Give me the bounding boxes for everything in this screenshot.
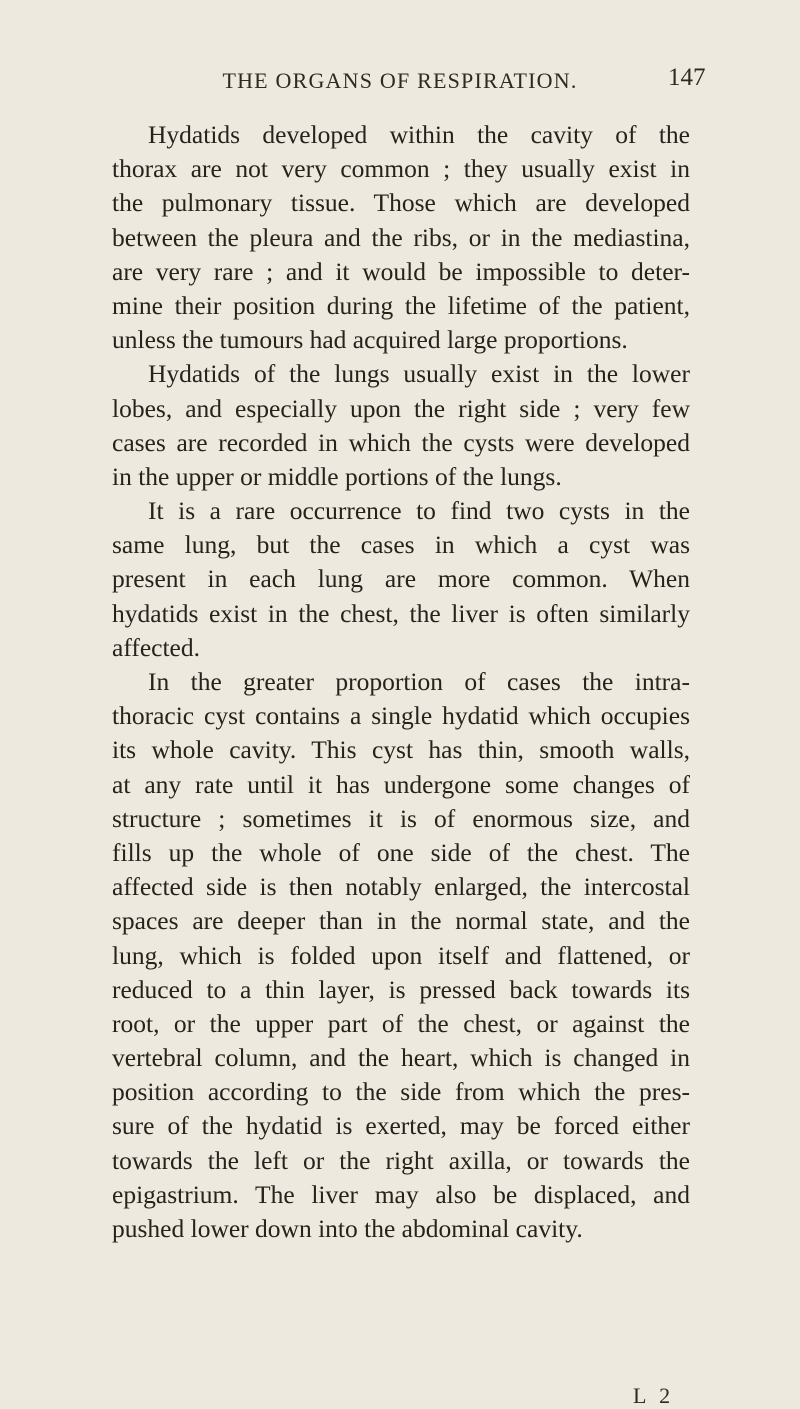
signature-mark: L 2	[633, 1383, 675, 1408]
text-line: structure ; sometimes it is of enormous size, and	[112, 803, 690, 833]
text-line: hydatids exist in the chest, the liver is often similarly	[112, 598, 690, 628]
text-line: unless the tumours had acquired large proportions.	[112, 325, 628, 355]
text-line: are very rare ; and it would be impossible to deter-	[112, 256, 690, 286]
text-line: mine their position during the lifetime of the patient,	[112, 290, 690, 320]
text-line: root, or the upper part of the chest, or against the	[112, 1008, 690, 1038]
text-line: affected side is then notably enlarged, the intercostal	[112, 872, 690, 902]
text-line: pushed lower down into the abdominal cavity.	[112, 1214, 583, 1243]
paragraph	[112, 494, 690, 665]
text-line: between the pleura and the ribs, or in the mediastina,	[112, 222, 690, 252]
page-number: 147	[668, 64, 706, 91]
text-line: cases are recorded in which the cysts were developed	[112, 427, 690, 457]
paragraph	[112, 118, 690, 357]
text-line: the pulmonary tissue. Those which are developed	[112, 188, 690, 218]
text-line: reduced to a thin layer, is pressed back towards its	[112, 974, 690, 1004]
text-line: vertebral column, and the heart, which is changed in	[112, 1043, 690, 1073]
text-line: thoracic cyst contains a single hydatid which occupies	[112, 701, 690, 731]
text-line: spaces are deeper than in the normal state, and the	[112, 906, 690, 936]
text-line: same lung, but the cases in which a cyst was	[112, 530, 690, 560]
page-header	[0, 64, 800, 98]
paragraph	[112, 665, 690, 1246]
text-line: position according to the side from which the pres-	[112, 1077, 690, 1107]
text-line: fills up the whole of one side of the chest. The	[112, 837, 690, 867]
paragraph	[112, 357, 690, 494]
text-line: lobes, and especially upon the right side ; very few	[112, 393, 690, 423]
text-line: sure of the hydatid is exerted, may be forced either	[112, 1111, 690, 1141]
text-line: affected.	[112, 632, 201, 662]
body-text	[112, 118, 690, 1246]
text-line: Hydatids developed within the cavity of the	[148, 120, 690, 149]
text-line: towards the left or the right axilla, or towards the	[112, 1145, 690, 1175]
text-line: present in each lung are more common. When	[112, 564, 690, 594]
text-line: lung, which is folded upon itself and flattened, or	[112, 940, 690, 970]
text-line: its whole cavity. This cyst has thin, smooth walls,	[112, 735, 690, 765]
text-line: thorax are not very common ; they usually exist in	[112, 154, 690, 184]
text-line: in the upper or middle portions of the lungs.	[112, 461, 562, 491]
text-line: epigastrium. The liver may also be displaced, and	[112, 1179, 690, 1209]
text-line: at any rate until it has undergone some changes of	[112, 769, 690, 799]
running-title: THE ORGANS OF RESPIRATION.	[222, 68, 578, 93]
text-line: It is a rare occurrence to find two cysts in the	[148, 496, 690, 526]
text-line: Hydatids of the lungs usually exist in the lower	[148, 359, 690, 389]
text-line: In the greater proportion of cases the intra-	[148, 667, 690, 696]
